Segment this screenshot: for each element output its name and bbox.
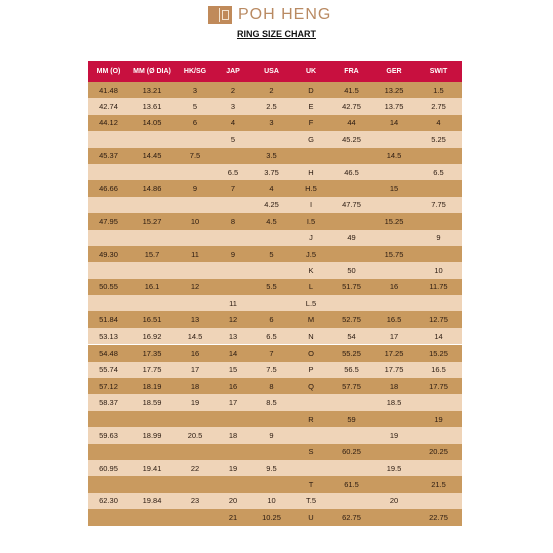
table-cell: 20.5 [175, 427, 215, 443]
table-cell: 13.75 [373, 98, 415, 114]
table-cell [373, 164, 415, 180]
table-cell: 4.25 [251, 197, 292, 213]
table-cell: 18.59 [129, 394, 175, 410]
table-cell: 14.45 [129, 148, 175, 164]
table-cell: 1.5 [415, 82, 462, 98]
table-cell: 3 [215, 98, 251, 114]
table-cell: 5 [175, 98, 215, 114]
table-cell: 14 [215, 345, 251, 362]
table-cell: 5.25 [415, 131, 462, 147]
table-cell: 14 [373, 115, 415, 131]
table-cell: 5 [215, 131, 251, 147]
table-cell: 2 [215, 82, 251, 98]
table-row [88, 82, 462, 98]
table-row [88, 197, 462, 213]
table-cell [88, 131, 129, 147]
table-cell: 21.5 [415, 476, 462, 492]
table-cell: I.5 [292, 213, 330, 229]
table-cell: 8.5 [251, 394, 292, 410]
table-cell: 49 [330, 230, 373, 246]
table-cell: T.5 [292, 493, 330, 509]
table-cell [215, 230, 251, 246]
table-cell: 6.5 [251, 328, 292, 345]
table-cell: 46.66 [88, 180, 129, 196]
table-row [88, 115, 462, 131]
table-row [88, 427, 462, 443]
table-cell [129, 411, 175, 427]
table-cell [215, 444, 251, 460]
table-header-row [88, 61, 462, 82]
table-cell: M [292, 311, 330, 327]
table-row [88, 180, 462, 196]
column-header: JAP [215, 61, 251, 82]
table-cell: 17.25 [373, 345, 415, 362]
table-cell: 10 [175, 213, 215, 229]
table-cell: 6 [175, 115, 215, 131]
table-cell: 47.95 [88, 213, 129, 229]
table-cell: 19 [373, 427, 415, 443]
table-row [88, 444, 462, 460]
table-cell [88, 444, 129, 460]
table-cell: 44.12 [88, 115, 129, 131]
table-cell: 55.74 [88, 362, 129, 378]
table-cell: 61.5 [330, 476, 373, 492]
ring-size-table [88, 61, 462, 526]
table-cell: 41.48 [88, 82, 129, 98]
table-cell [292, 148, 330, 164]
table-cell: 15.75 [373, 246, 415, 262]
table-cell: 3 [251, 115, 292, 131]
table-cell: 16.5 [415, 362, 462, 378]
table-cell: 17.75 [415, 378, 462, 394]
table-cell: 46.5 [330, 164, 373, 180]
table-cell: 15.25 [415, 345, 462, 362]
table-cell: 18 [175, 378, 215, 394]
table-cell: U [292, 509, 330, 525]
table-cell: 19 [215, 460, 251, 476]
table-cell [292, 427, 330, 443]
table-row [88, 213, 462, 229]
table-row [88, 295, 462, 311]
table-cell: L.5 [292, 295, 330, 311]
column-header: MM (O) [88, 61, 129, 82]
table-row [88, 493, 462, 509]
table-cell [330, 148, 373, 164]
table-cell: 57.12 [88, 378, 129, 394]
table-cell: 57.75 [330, 378, 373, 394]
table-cell [129, 197, 175, 213]
table-cell: 16 [373, 279, 415, 295]
table-cell: 54 [330, 328, 373, 345]
table-cell [330, 493, 373, 509]
table-cell: 51.84 [88, 311, 129, 327]
table-cell [415, 180, 462, 196]
table-cell: 14.5 [175, 328, 215, 345]
table-cell: 6.5 [415, 164, 462, 180]
table-cell: 60.25 [330, 444, 373, 460]
table-cell: I [292, 197, 330, 213]
table-cell [373, 131, 415, 147]
table-cell: 8 [215, 213, 251, 229]
table-row [88, 378, 462, 394]
table-cell: 17.35 [129, 345, 175, 362]
table-cell: 13 [175, 311, 215, 327]
table-cell: 21 [215, 509, 251, 525]
table-cell [175, 164, 215, 180]
table-row [88, 279, 462, 295]
table-cell: 4 [251, 180, 292, 196]
table-cell [415, 246, 462, 262]
table-cell [373, 295, 415, 311]
table-row [88, 98, 462, 114]
table-cell [175, 411, 215, 427]
table-cell: 20.25 [415, 444, 462, 460]
table-cell: 6.5 [215, 164, 251, 180]
table-cell: 17 [373, 328, 415, 345]
table-cell: 23 [175, 493, 215, 509]
table-cell [251, 411, 292, 427]
table-cell: 16 [215, 378, 251, 394]
table-cell [175, 476, 215, 492]
table-cell: R [292, 411, 330, 427]
table-cell: 53.13 [88, 328, 129, 345]
table-cell: 2.5 [251, 98, 292, 114]
table-cell: 59 [330, 411, 373, 427]
table-cell: 5.5 [251, 279, 292, 295]
table-cell: 56.5 [330, 362, 373, 378]
table-cell: 17 [215, 394, 251, 410]
table-row [88, 131, 462, 147]
table-cell [88, 230, 129, 246]
table-cell [251, 131, 292, 147]
table-cell: 16.5 [373, 311, 415, 327]
table-cell: 3 [175, 82, 215, 98]
table-cell: J [292, 230, 330, 246]
table-cell: 55.25 [330, 345, 373, 362]
table-cell [129, 476, 175, 492]
column-header: SWIT [415, 61, 462, 82]
table-cell [292, 394, 330, 410]
table-cell [88, 295, 129, 311]
table-cell [175, 131, 215, 147]
table-cell: K [292, 262, 330, 278]
table-cell: F [292, 115, 330, 131]
table-cell [251, 262, 292, 278]
column-header: FRA [330, 61, 373, 82]
table-cell: 9 [215, 246, 251, 262]
table-cell [88, 509, 129, 525]
table-cell: 12.75 [415, 311, 462, 327]
table-cell: 11.75 [415, 279, 462, 295]
table-cell: 2.75 [415, 98, 462, 114]
table-cell [415, 460, 462, 476]
table-cell: 18.5 [373, 394, 415, 410]
table-cell [88, 262, 129, 278]
table-cell [330, 460, 373, 476]
table-row [88, 148, 462, 164]
table-cell [251, 444, 292, 460]
table-row [88, 328, 462, 345]
table-cell: 50 [330, 262, 373, 278]
table-cell: 15.27 [129, 213, 175, 229]
brand-name: POH HENG [238, 6, 332, 23]
table-cell: 7 [251, 345, 292, 362]
table-cell: J.5 [292, 246, 330, 262]
table-cell: 20 [215, 493, 251, 509]
table-cell: 17 [175, 362, 215, 378]
table-cell: 19 [415, 411, 462, 427]
table-cell: D [292, 82, 330, 98]
table-cell: 15.7 [129, 246, 175, 262]
table-cell: 13 [215, 328, 251, 345]
table-cell [330, 180, 373, 196]
table-cell [415, 213, 462, 229]
column-header: GER [373, 61, 415, 82]
table-cell [88, 197, 129, 213]
brand-logo [208, 5, 331, 25]
table-cell: 18.19 [129, 378, 175, 394]
table-row [88, 311, 462, 327]
table-cell: 17.75 [129, 362, 175, 378]
table-cell [373, 262, 415, 278]
table-cell: 41.5 [330, 82, 373, 98]
table-cell [129, 444, 175, 460]
table-cell: 58.37 [88, 394, 129, 410]
table-cell [292, 460, 330, 476]
table-row [88, 509, 462, 525]
table-cell [215, 262, 251, 278]
table-cell: 54.48 [88, 345, 129, 362]
table-cell: 60.95 [88, 460, 129, 476]
table-cell [415, 493, 462, 509]
table-cell: 22.75 [415, 509, 462, 525]
table-cell [373, 230, 415, 246]
table-cell: 19.5 [373, 460, 415, 476]
table-cell: 10 [415, 262, 462, 278]
table-cell: Q [292, 378, 330, 394]
table-cell: 7.5 [251, 362, 292, 378]
table-cell: 18 [215, 427, 251, 443]
table-cell [251, 476, 292, 492]
table-row [88, 262, 462, 278]
table-row [88, 476, 462, 492]
table-cell: 16 [175, 345, 215, 362]
table-cell: 13.61 [129, 98, 175, 114]
table-cell: 13.25 [373, 82, 415, 98]
table-body [88, 82, 462, 526]
table-cell: 9 [175, 180, 215, 196]
table-cell: 14 [415, 328, 462, 345]
table-cell: 19 [175, 394, 215, 410]
table-cell: 19.41 [129, 460, 175, 476]
table-cell [415, 394, 462, 410]
table-cell [373, 476, 415, 492]
page-title: RING SIZE CHART [236, 29, 316, 39]
table-cell [215, 411, 251, 427]
table-cell [330, 394, 373, 410]
table-row [88, 460, 462, 476]
table-cell: E [292, 98, 330, 114]
column-header: MM (Ø DIA) [129, 61, 175, 82]
table-cell: 45.37 [88, 148, 129, 164]
table-cell: 11 [175, 246, 215, 262]
table-cell: G [292, 131, 330, 147]
table-cell [175, 444, 215, 460]
table-cell: 7 [215, 180, 251, 196]
table-cell: 9 [251, 427, 292, 443]
table-cell [330, 295, 373, 311]
table-cell: 49.30 [88, 246, 129, 262]
table-cell: 12 [215, 311, 251, 327]
table-cell [373, 444, 415, 460]
table-cell [129, 164, 175, 180]
table-row [88, 230, 462, 246]
table-cell: S [292, 444, 330, 460]
table-cell: 9.5 [251, 460, 292, 476]
table-cell [175, 509, 215, 525]
table-cell: 16.1 [129, 279, 175, 295]
table-cell [129, 131, 175, 147]
table-cell [415, 427, 462, 443]
table-cell: 45.25 [330, 131, 373, 147]
table-cell: P [292, 362, 330, 378]
column-header: HK/SG [175, 61, 215, 82]
table-cell: 14.5 [373, 148, 415, 164]
table-cell: 4.5 [251, 213, 292, 229]
table-cell: 20 [373, 493, 415, 509]
table-cell [373, 197, 415, 213]
table-cell: 4 [215, 115, 251, 131]
table-cell: 59.63 [88, 427, 129, 443]
table-cell [251, 230, 292, 246]
table-cell: 12 [175, 279, 215, 295]
table-cell: 62.30 [88, 493, 129, 509]
column-header: UK [292, 61, 330, 82]
table-cell [330, 427, 373, 443]
table-cell [175, 197, 215, 213]
table-cell: 18.99 [129, 427, 175, 443]
table-cell: H.5 [292, 180, 330, 196]
table-row [88, 246, 462, 262]
table-cell: 16.92 [129, 328, 175, 345]
table-cell [415, 295, 462, 311]
table-cell: 42.74 [88, 98, 129, 114]
table-cell: H [292, 164, 330, 180]
table-cell: 8 [251, 378, 292, 394]
table-cell: 17.75 [373, 362, 415, 378]
table-cell: T [292, 476, 330, 492]
table-cell: 14.86 [129, 180, 175, 196]
table-row [88, 164, 462, 180]
table-cell: 47.75 [330, 197, 373, 213]
table-cell [215, 279, 251, 295]
table-cell: 3.5 [251, 148, 292, 164]
table-cell: 3.75 [251, 164, 292, 180]
table-cell: N [292, 328, 330, 345]
table-cell: 15 [373, 180, 415, 196]
table-row [88, 394, 462, 410]
table-cell [175, 262, 215, 278]
table-cell: 4 [415, 115, 462, 131]
table-cell: 50.55 [88, 279, 129, 295]
table-cell: 52.75 [330, 311, 373, 327]
table-cell: 62.75 [330, 509, 373, 525]
table-cell: 18 [373, 378, 415, 394]
table-cell: 51.75 [330, 279, 373, 295]
table-cell [88, 476, 129, 492]
table-cell [129, 230, 175, 246]
table-cell: 15 [215, 362, 251, 378]
table-cell [415, 148, 462, 164]
table-cell: 9 [415, 230, 462, 246]
column-header: USA [251, 61, 292, 82]
table-cell [129, 262, 175, 278]
table-cell: 6 [251, 311, 292, 327]
table-cell [88, 411, 129, 427]
table-cell: O [292, 345, 330, 362]
table-cell [215, 148, 251, 164]
table-cell: 19.84 [129, 493, 175, 509]
table-cell: 44 [330, 115, 373, 131]
table-cell [175, 230, 215, 246]
table-cell: 10 [251, 493, 292, 509]
table-cell: 2 [251, 82, 292, 98]
table-cell: 10.25 [251, 509, 292, 525]
table-cell: 11 [215, 295, 251, 311]
table-cell: 5 [251, 246, 292, 262]
table-cell [330, 246, 373, 262]
table-cell [373, 411, 415, 427]
table-cell [251, 295, 292, 311]
table-cell [175, 295, 215, 311]
table-row [88, 362, 462, 378]
table-cell: L [292, 279, 330, 295]
table-cell [373, 509, 415, 525]
table-cell: 14.05 [129, 115, 175, 131]
table-cell: 13.21 [129, 82, 175, 98]
table-cell [129, 295, 175, 311]
table-cell: 16.51 [129, 311, 175, 327]
poh-heng-logo-icon [208, 6, 232, 24]
table-cell: 22 [175, 460, 215, 476]
table-cell [129, 509, 175, 525]
table-cell: 15.25 [373, 213, 415, 229]
table-cell [330, 213, 373, 229]
table-cell [215, 197, 251, 213]
table-row [88, 411, 462, 427]
table-cell [88, 164, 129, 180]
table-cell: 7.75 [415, 197, 462, 213]
table-row [88, 345, 462, 362]
table-cell [215, 476, 251, 492]
table-cell: 42.75 [330, 98, 373, 114]
table-cell: 7.5 [175, 148, 215, 164]
